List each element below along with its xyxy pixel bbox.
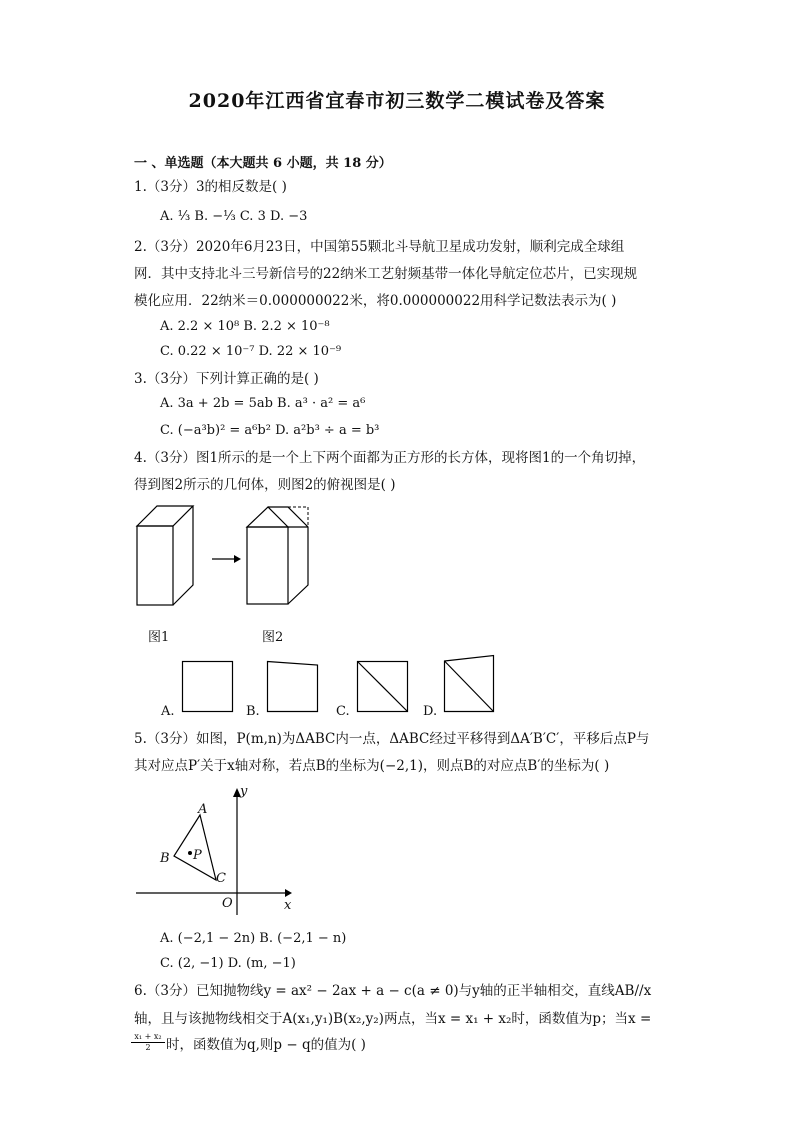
- question-6-line-1: 6.（3分）已知抛物线y = ax² − 2ax + a − c(a ≠ 0)与y轴的正半轴相交，直线AB//x: [134, 983, 652, 999]
- choice-b-label: B.: [246, 704, 260, 719]
- page-title: 2020年江西省宜春市初三数学二模试卷及答案: [188, 90, 606, 112]
- question-2-line-1: 2.（3分）2020年6月23日，中国第55颗北斗导航卫星成功发射，顺利完成全球组: [134, 239, 625, 255]
- choice-d-quad-diagonal: [444, 655, 496, 713]
- question-1-options: A. ⅓ B. −⅓ C. 3 D. −3: [160, 209, 308, 224]
- question-5-line-2: 其对应点P′关于x轴对称，若点B的坐标为(−2,1)，则点B的对应点B′的坐标为( ): [134, 758, 610, 774]
- coordinate-figure: [130, 780, 300, 920]
- choice-c-label: C.: [336, 704, 350, 719]
- figure-1-cuboid: [130, 500, 210, 610]
- fraction-denominator: 2: [145, 1043, 151, 1052]
- choice-b-quadrilateral: [267, 661, 319, 713]
- choice-d-label: D.: [423, 704, 438, 719]
- question-6-line-2: 轴，且与该抛物线相交于A(x₁,y₁)B(x₂,y₂)两点，当x = x₁ + x₂时，函数值为p；当x =: [134, 1011, 652, 1027]
- vertex-a-label: A: [198, 802, 208, 817]
- section-heading: 一 、单选题（本大题共 6 小题，共 18 分）: [134, 156, 392, 171]
- question-2-options-cd: C. 0.22 × 10⁻⁷ D. 22 × 10⁻⁹: [160, 344, 342, 359]
- question-6-fraction: [131, 1032, 165, 1053]
- question-5-line-1: 5.（3分）如图，P(m,n)为ΔABC内一点，ΔABC经过平移得到ΔA′B′C′，平移后点P与: [134, 731, 650, 747]
- point-p-label: P: [193, 848, 202, 863]
- choice-a-square: [182, 661, 234, 713]
- choice-c-square-diagonal: [357, 661, 409, 713]
- question-5-options-cd: C. (2, −1) D. (m, −1): [160, 956, 296, 971]
- y-axis-label: y: [240, 784, 248, 799]
- question-2-line-2: 网．其中支持北斗三号新信号的22纳米工艺射频基带一体化导航定位芯片，已实现规: [134, 266, 638, 282]
- question-2-options-ab: A. 2.2 × 10⁸ B. 2.2 × 10⁻⁸: [160, 319, 330, 334]
- vertex-b-label: B: [160, 851, 170, 866]
- question-6-line-3: 时，函数值为q,则p − q的值为( ): [166, 1037, 366, 1053]
- arrow-icon: [212, 553, 242, 565]
- question-2-line-3: 模化应用．22纳米＝0.000000022米，将0.000000022用科学记数法表示为( ): [134, 293, 617, 309]
- question-4-line-2: 得到图2所示的几何体，则图2的俯视图是( ): [134, 477, 396, 493]
- question-3-options-cd: C. (−a³b)² = a⁶b² D. a²b³ ÷ a = b³: [160, 423, 380, 438]
- choice-a-label: A.: [161, 704, 175, 719]
- question-1-stem: 1.（3分）3的相反数是( ): [134, 179, 287, 195]
- figure-2-cut-cuboid: [242, 500, 322, 610]
- question-5-options-ab: A. (−2,1 − 2n) B. (−2,1 − n): [160, 931, 347, 946]
- figure-1-label: 图1: [148, 630, 170, 645]
- vertex-c-label: C: [216, 871, 226, 886]
- figure-2-label: 图2: [262, 630, 284, 645]
- question-3-options-ab: A. 3a + 2b = 5ab B. a³ · a² = a⁶: [160, 396, 366, 411]
- question-3-stem: 3.（3分）下列计算正确的是( ): [134, 371, 319, 387]
- question-4-line-1: 4.（3分）图1所示的是一个上下两个面都为正方形的长方体，现将图1的一个角切掉，: [134, 450, 646, 466]
- fraction-numerator: x₁ + x₂: [131, 1032, 165, 1043]
- x-axis-label: x: [284, 898, 292, 913]
- origin-label: O: [222, 896, 233, 911]
